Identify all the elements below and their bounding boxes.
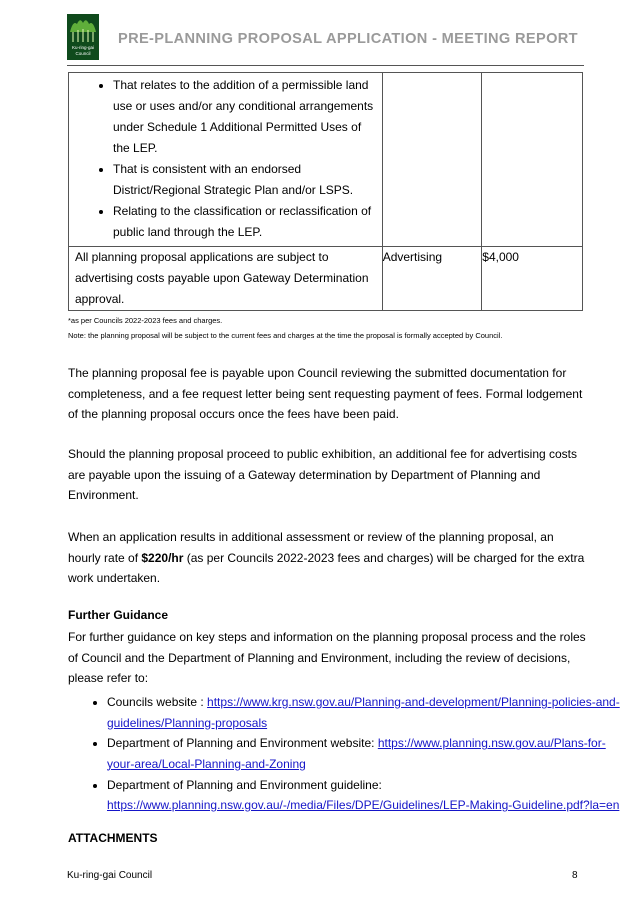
criteria-list [69,75,382,243]
page-header-title: PRE-PLANNING PROPOSAL APPLICATION - MEETING REPORT [118,31,578,47]
para-text: When an application results in additional assessment or review of the planning proposal, an hourly rate of [68,530,554,565]
paragraph-hourly-rate [68,527,588,589]
fee-table-cell-fee [482,73,583,247]
attachments-heading: ATTACHMENTS [68,831,158,845]
fee-table-cell-type: Advertising [382,247,482,311]
criteria-item: • Relating to the classification or reclassification of public land through the LEP. [113,201,382,243]
hourly-rate-value: $220/hr [141,550,184,565]
list-item [107,775,627,816]
fee-table [68,72,583,311]
list-item [107,692,627,733]
fee-table-row [69,73,583,247]
fee-table-row [69,247,583,311]
criteria-item: • That is consistent with an endorsed District/Regional Strategic Plan and/or LSPS. [113,159,382,201]
link-prefix: Department of Planning and Environment guideline: [107,777,382,792]
guidance-links-list [68,692,627,816]
dpe-website-link[interactable]: https://www.planning.nsw.gov.au/Plans-for-your-area/Local-Planning-and-Zoning [107,736,606,771]
council-logo [67,14,99,60]
council-website-link[interactable]: https://www.krg.nsw.gov.au/Planning-and-development/Planning-policies-and-guidelines/Planning-proposals [107,695,620,730]
footnote-fees: *as per Councils 2022-2023 fees and charges. [68,316,223,325]
footer-org: Ku-ring-gai Council [67,870,153,881]
logo-text-line1: Ku-ring-gai [71,45,95,50]
paragraph-advertising: Should the planning proposal proceed to public exhibition, an additional fee for advertising costs are payable upon the issuing of a Gateway determination by Department of Planning and Environment. [68,447,578,502]
fee-table-cell-description [69,73,383,247]
list-item [107,733,627,774]
fee-table-cell-description: All planning proposal applications are subject to advertising costs payable upon Gateway Determination approval. [69,247,383,311]
guidance-intro: For further guidance on key steps and information on the planning proposal process and the roles of Council and the Department of Planning and Environment, including the review of decisions, please refer to: [68,630,586,685]
para-text: (as per Councils 2022-2023 fees and charges) will be charged for the extra work undertaken. [68,550,585,585]
link-prefix: Councils website : [107,695,208,709]
dpe-guideline-link[interactable]: https://www.planning.nsw.gov.au/-/media/Files/DPE/Guidelines/LEP-Making-Guideline.pdf?la=en [107,798,620,813]
fee-table-cell-fee: $4,000 [482,247,583,311]
footnote-note: Note: the planning proposal will be subject to the current fees and charges at the time the proposal is formally accepted by Council. [68,331,503,340]
further-guidance-heading: Further Guidance [68,608,169,622]
criteria-item: • That relates to the addition of a permissible land use or uses and/or any conditional arrangements under Schedule 1 Additional Permitted Uses of the LEP. [113,75,382,159]
header-divider [67,65,584,66]
logo-text-line2: Council [75,51,91,56]
link-prefix: Department of Planning and Environment website: [107,736,378,751]
paragraph-fee-payable: The planning proposal fee is payable upon Council reviewing the submitted documentation for completeness, and a fee request letter being sent requesting payment of fees. Formal lodgement of the planning proposal occurs once the fees have been paid. [68,366,583,421]
fee-table-cell-type [382,73,482,247]
page-number: 8 [572,870,578,881]
